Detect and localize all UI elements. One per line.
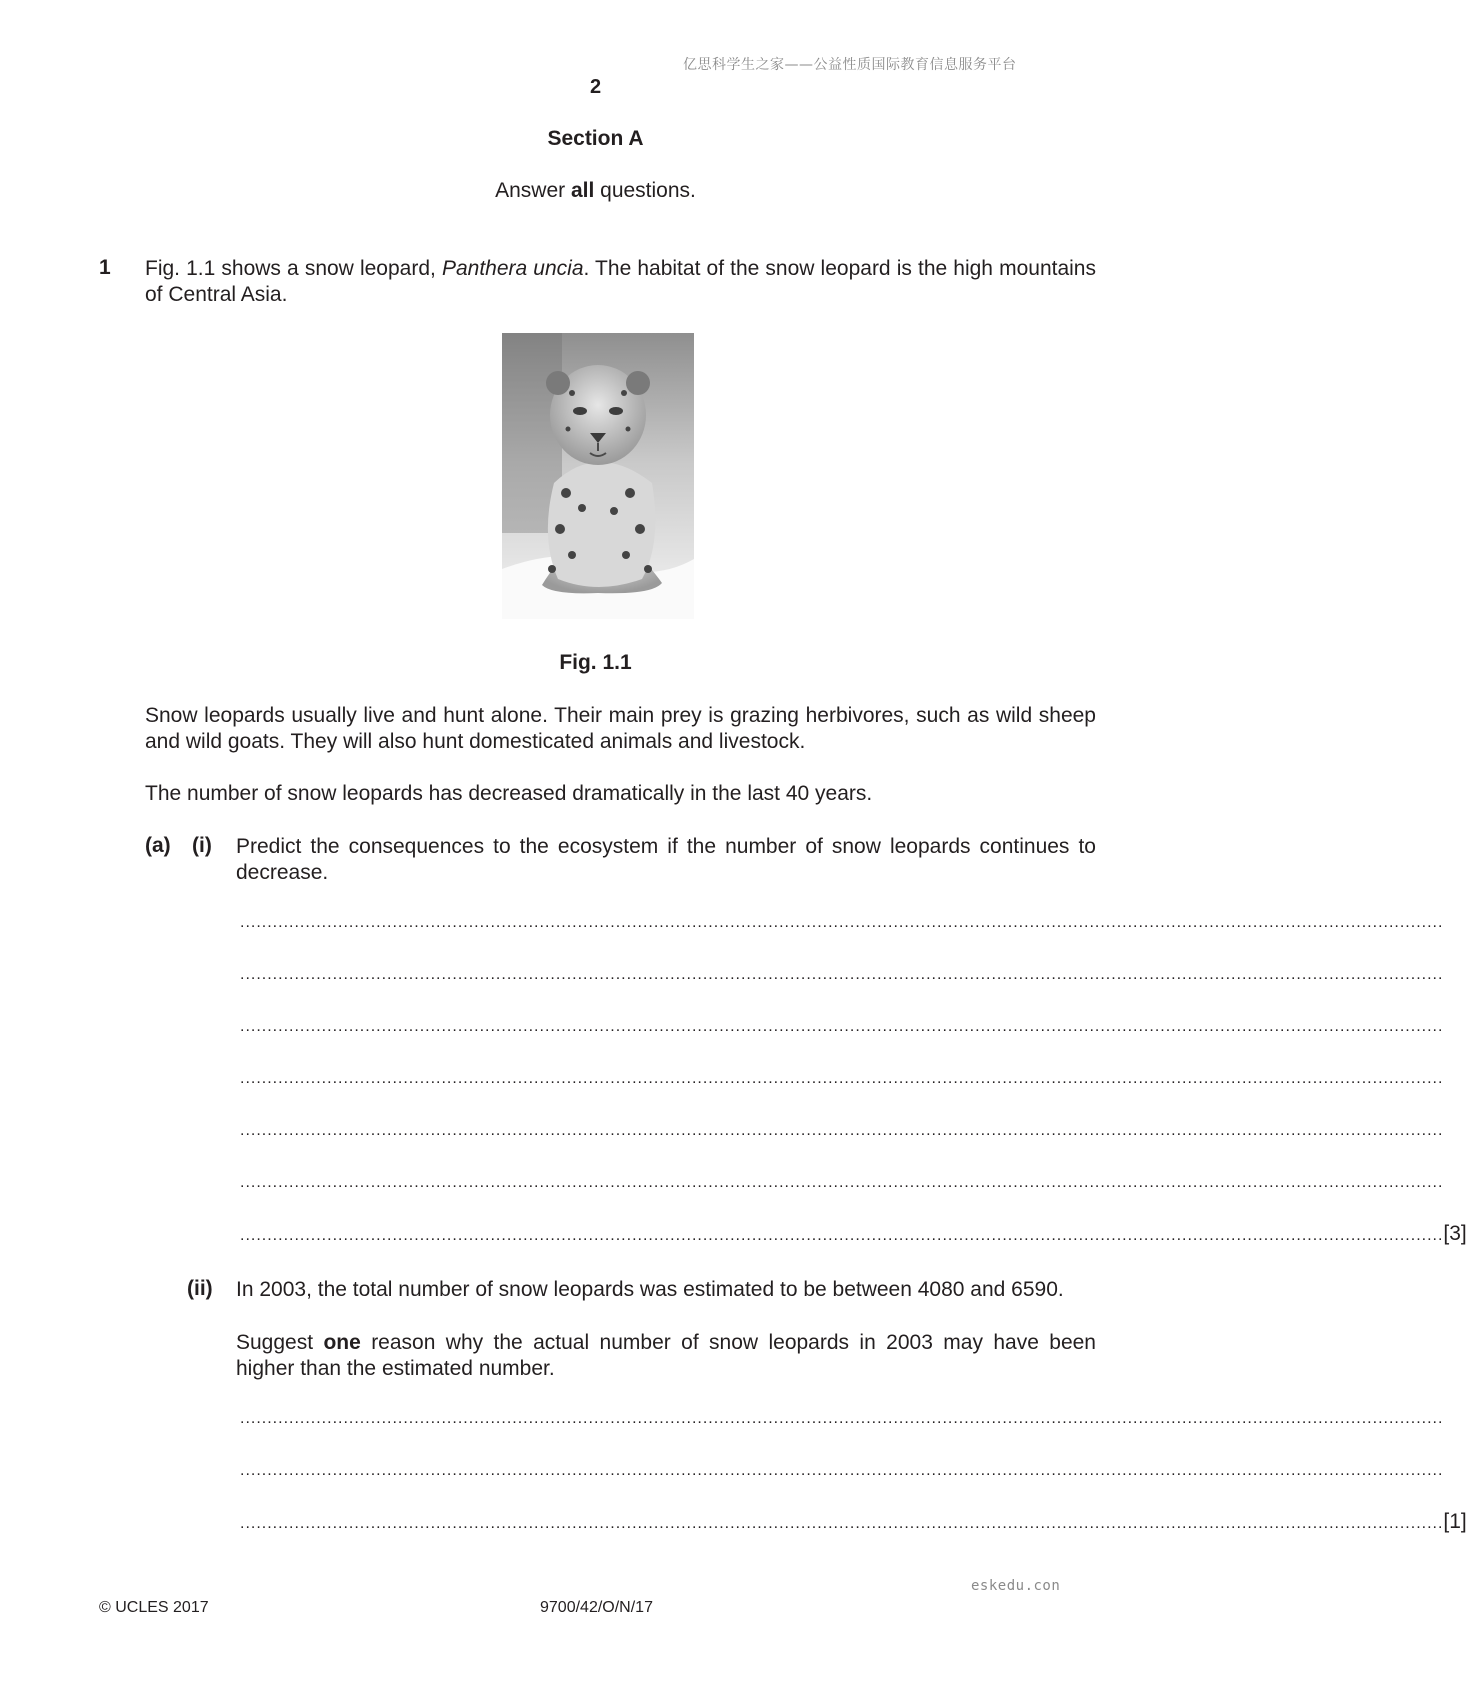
part-a-i-question: Predict the consequences to the ecosystem if the number of snow leopards continues to decrease.	[236, 835, 1096, 884]
footer-copyright: © UCLES 2017	[99, 1599, 209, 1616]
part-a-label: (a)	[145, 834, 171, 857]
snow-leopard-photo	[502, 333, 694, 619]
intro-part1: Fig. 1.1 shows a snow leopard,	[145, 257, 442, 280]
answer-line-dots: .............................................................................................................................................................................................................................	[240, 966, 1444, 983]
answer-line-final[interactable]	[240, 1508, 1467, 1534]
section-title: Section A	[547, 127, 644, 150]
answer-line-dots: .............................................................................................................................................................................................................................	[240, 1227, 1444, 1244]
answer-line[interactable]	[240, 966, 1444, 986]
marks-a-ii: [1]	[1443, 1510, 1467, 1533]
answer-line[interactable]	[240, 1070, 1444, 1090]
instruction-after: questions.	[594, 179, 696, 202]
watermark-bottom: eskedu.con	[971, 1578, 1061, 1594]
paragraph-decline: The number of snow leopards has decreased dramatically in the last 40 years.	[145, 782, 873, 805]
answer-line[interactable]	[240, 1018, 1444, 1038]
answer-line-dots: .............................................................................................................................................................................................................................	[240, 1070, 1444, 1087]
part-a-ii-prompt	[236, 1330, 1096, 1382]
question-number: 1	[99, 256, 111, 279]
instruction	[0, 179, 1191, 203]
answer-line-dots: .............................................................................................................................................................................................................................	[240, 1462, 1444, 1479]
intro-species: Panthera uncia	[441, 257, 584, 280]
question-intro	[145, 256, 1096, 308]
answer-line[interactable]	[240, 1462, 1444, 1482]
answer-line[interactable]	[240, 914, 1444, 934]
answer-line-dots: .............................................................................................................................................................................................................................	[240, 1515, 1444, 1532]
instruction-before: Answer	[495, 179, 571, 202]
answer-line[interactable]	[240, 1174, 1444, 1194]
prompt-before: Suggest	[236, 1331, 324, 1354]
paragraph-prey: Snow leopards usually live and hunt alone. Their main prey is grazing herbivores, such as wild sheep and wild goats. They will also hunt domesticated animals and livestock.	[145, 704, 1096, 753]
answer-line-dots: .............................................................................................................................................................................................................................	[240, 1410, 1444, 1427]
prompt-bold: one	[323, 1331, 361, 1354]
part-a-i-label: (i)	[192, 834, 212, 857]
part-a-ii-statement: In 2003, the total number of snow leopards was estimated to be between 4080 and 6590.	[236, 1278, 1064, 1301]
answer-line[interactable]	[240, 1122, 1444, 1142]
figure-caption: Fig. 1.1	[559, 651, 632, 674]
answer-line-dots: .............................................................................................................................................................................................................................	[240, 1174, 1444, 1191]
intro-part2: . The habitat of the snow leopard is the high mountains of Central Asia.	[145, 257, 1096, 306]
prompt-after: reason why the actual number of snow leopards in 2003 may have been higher than the estimated number.	[236, 1331, 1096, 1380]
marks-a-i: [3]	[1443, 1222, 1467, 1245]
answer-line-dots: .............................................................................................................................................................................................................................	[240, 1018, 1444, 1035]
watermark-top: 亿思科学生之家——公益性质国际教育信息服务平台	[683, 57, 1017, 73]
answer-line-dots: .............................................................................................................................................................................................................................	[240, 1122, 1444, 1139]
instruction-bold: all	[570, 179, 595, 202]
answer-line-final[interactable]	[240, 1220, 1467, 1246]
footer-paper-code: 9700/42/O/N/17	[540, 1599, 653, 1616]
part-a-ii-label: (ii)	[187, 1277, 213, 1300]
answer-line[interactable]	[240, 1410, 1444, 1430]
answer-line-dots: .............................................................................................................................................................................................................................	[240, 914, 1444, 931]
page-number: 2	[589, 76, 602, 98]
